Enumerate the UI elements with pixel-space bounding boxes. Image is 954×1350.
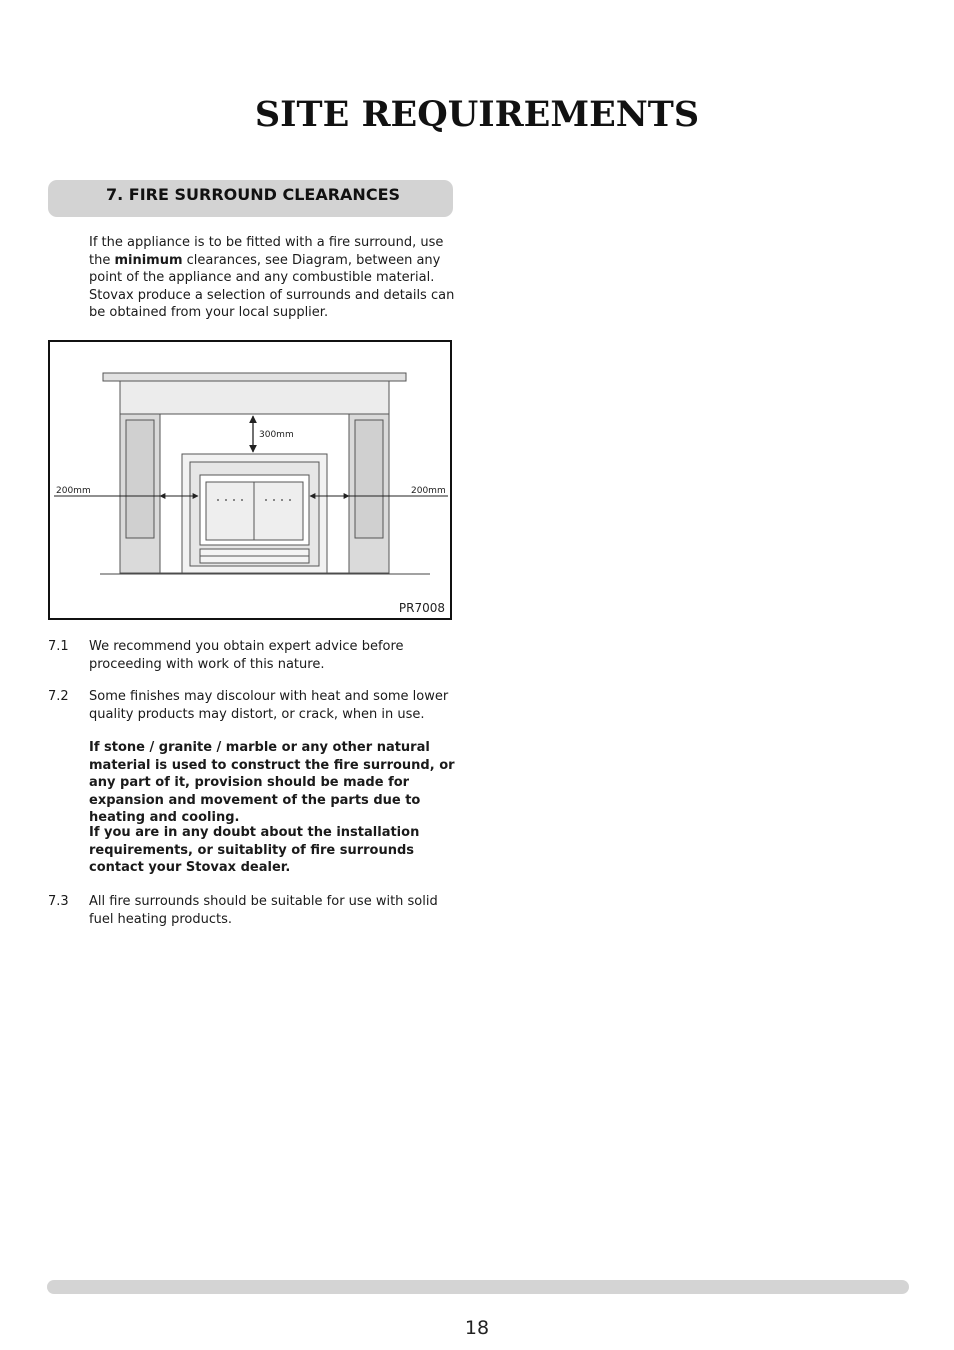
item-number: 7.1 xyxy=(48,639,69,654)
fire-surround-drawing xyxy=(50,342,450,618)
item-text: All fire surrounds should be suitable for use with solid fuel heating products. xyxy=(89,894,438,927)
mantel-shelf xyxy=(103,373,406,381)
intro-text-before: If the appliance is to be fitted with a fire surround, use the xyxy=(89,235,444,268)
section-title: 7. FIRE SURROUND CLEARANCES xyxy=(106,185,401,204)
item-text: Some finishes may discolour with heat and some lower quality products may distort, or crack, when in use. xyxy=(89,689,449,722)
intro-text-after: clearances, see Diagram, between any point of the appliance and any combustible material. Stovax produce a selection of surrounds and details can be obtained from your local supplier. xyxy=(89,252,455,320)
left-clearance-label: 200mm xyxy=(56,486,91,496)
intro-paragraph xyxy=(89,234,459,322)
right-clearance-label: 200mm xyxy=(411,486,446,496)
section-header xyxy=(48,180,453,217)
item-number: 7.2 xyxy=(48,689,69,704)
intro-text-bold: minimum xyxy=(114,252,183,268)
mantel-frieze xyxy=(120,381,389,414)
item-text: We recommend you obtain expert advice before proceeding with work of this nature. xyxy=(89,639,404,672)
advice-note: If you are in any doubt about the installation requirements, or suitablity of fire surrounds contact your Stovax dealer. xyxy=(89,825,420,875)
warning-note: If stone / granite / marble or any other natural material is used to construct the fire surround, or any part of it, provision should be made for expansion and movement of the parts due to heating and cooling. xyxy=(89,740,455,825)
top-clearance-label: 300mm xyxy=(259,430,294,440)
diagram-code: PR7008 xyxy=(398,601,445,615)
page-title: SITE REQUIREMENTS xyxy=(254,94,700,135)
item-number: 7.3 xyxy=(48,894,69,909)
footer-bar xyxy=(47,1280,909,1294)
page-number: 18 xyxy=(464,1317,490,1339)
clearance-diagram xyxy=(48,340,452,620)
